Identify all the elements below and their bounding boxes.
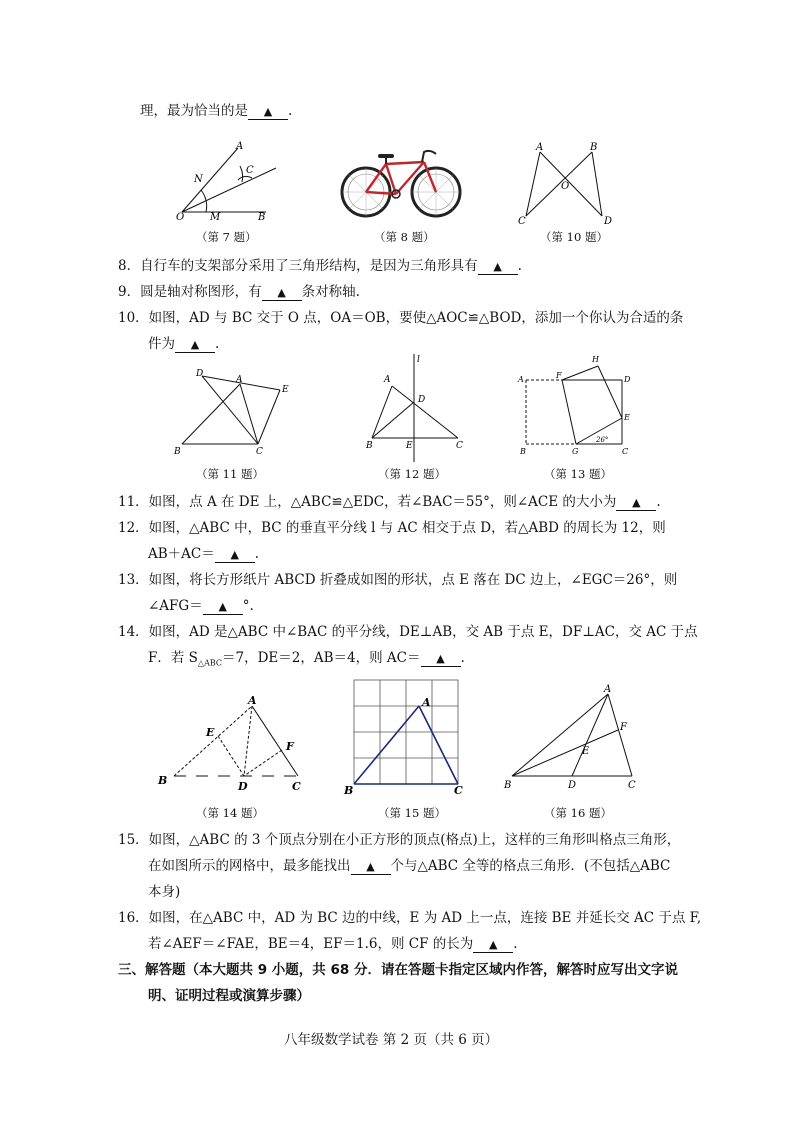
caption-10: （第 10 题）	[540, 230, 608, 244]
fig16-label: B	[504, 780, 512, 791]
fig13-label: A	[518, 375, 524, 384]
fig16-label: D	[568, 780, 577, 791]
fig13-label: B	[520, 447, 526, 456]
q7-tail: 理，最为恰当的是 ▲ .	[140, 103, 293, 119]
answer-blank[interactable]: ▲	[351, 860, 391, 875]
fig13-label: D	[624, 375, 631, 384]
section-3-heading-cont: 明、证明过程或演算步骤）	[148, 988, 310, 1004]
fig10-label: D	[604, 216, 613, 227]
figure-13	[512, 352, 640, 462]
fig7-label: B	[258, 212, 266, 222]
question-14-line1: 14．如图，AD 是△ABC 中∠BAC 的平分线，DE⊥AB，交 AB 于点 E，DF⊥AC，交 AC 于点	[118, 624, 698, 640]
caption-8: （第 8 题）	[374, 230, 435, 244]
question-16-line1: 16．如图，在△ABC 中，AD 为 BC 边的中线，E 为 AD 上一点，连接 BE 并延长交 AC 于点 F,	[118, 910, 702, 926]
fig10-label: A	[536, 142, 544, 153]
figure-7	[168, 140, 280, 222]
page-footer: 八年级数学试卷 第 2 页（共 6 页）	[284, 1032, 499, 1048]
fig15-label: A	[422, 696, 431, 709]
fig14-label: B	[158, 774, 168, 787]
caption-13: （第 13 题）	[544, 467, 612, 481]
fig13-label: C	[622, 447, 629, 456]
fig11-label: B	[174, 447, 181, 457]
fig7-label: N	[194, 174, 203, 185]
fig16-label: A	[604, 684, 612, 695]
fig11-label: A	[236, 375, 243, 385]
caption-15: （第 15 题）	[378, 806, 446, 820]
question-12-line2: AB＋AC＝ ▲ .	[148, 546, 260, 562]
fig15-label: C	[454, 784, 463, 797]
fig10-label: C	[518, 216, 526, 227]
question-13-line2: ∠AFG＝ ▲ °.	[148, 598, 254, 614]
question-14-line2: F．若 $S_{\triangle ABC}=7$，DE＝2，AB＝4，则 AC＝ ▲ .	[148, 650, 465, 668]
fig7-label: A	[236, 141, 244, 152]
fig12-label: l	[417, 355, 420, 365]
question-10-line2: 件为 ▲ .	[148, 336, 220, 352]
fig7-label: C	[246, 165, 254, 176]
question-10-line1: 10．如图，AD 与 BC 交于 O 点，OA＝OB，要使△AOC≌△BOD，添加一个你认为合适的条	[118, 310, 684, 326]
fig10-label: B	[590, 142, 598, 153]
answer-blank[interactable]: ▲	[262, 286, 302, 301]
answer-blank[interactable]: ▲	[248, 105, 288, 120]
fig11-label: E	[282, 385, 289, 395]
figure-11	[172, 364, 298, 462]
figure-15	[340, 676, 470, 798]
answer-blank[interactable]: ▲	[478, 260, 518, 275]
fig13-label: E	[624, 413, 630, 422]
fig13-label: G	[572, 447, 579, 456]
caption-12: （第 12 题）	[378, 467, 446, 481]
fig14-label: F	[286, 740, 294, 753]
caption-11: （第 11 题）	[196, 467, 264, 481]
answer-blank[interactable]: ▲	[421, 652, 461, 667]
fig12-label: B	[366, 441, 373, 451]
fig14-label: E	[206, 726, 215, 739]
fig12-label: C	[456, 441, 463, 451]
fig7-label: M	[210, 212, 221, 222]
question-15-line2: 在如图所示的网格中，最多能找出 ▲ 个与△ABC 全等的格点三角形．(不包括△ABC	[148, 858, 671, 874]
fig10-label: O	[561, 181, 570, 192]
caption-14: （第 14 题）	[196, 806, 264, 820]
fig12-label: E	[406, 441, 413, 451]
fig13-label: 26°	[596, 436, 609, 444]
fig12-label: D	[418, 395, 426, 405]
fig12-label: A	[384, 375, 391, 385]
figure-16	[498, 680, 646, 794]
question-15-line1: 15．如图，△ABC 的 3 个顶点分别在小正方形的顶点(格点)上，这样的三角形叫格点三角形，	[118, 832, 681, 848]
fig13-label: F	[556, 371, 562, 380]
question-16-line2: 若∠AEF＝∠FAE，BE＝4，EF＝1.6，则 CF 的长为 ▲ .	[148, 936, 518, 952]
figure-14	[152, 690, 312, 792]
fig11-label: C	[256, 447, 263, 457]
figure-12	[362, 352, 472, 464]
section-3-heading: 三、解答题（本大题共 9 小题，共 68 分．请在答题卡指定区域内作答，解答时应写出文字说	[118, 962, 678, 978]
caption-16: （第 16 题）	[544, 806, 612, 820]
figure-10	[516, 140, 616, 228]
answer-blank[interactable]: ▲	[473, 938, 513, 953]
question-11: 11．如图，点 A 在 DE 上，△ABC≌△EDC，若∠BAC＝55°，则∠ACE 的大小为 ▲ .	[118, 494, 661, 510]
fig7-label: O	[176, 212, 185, 222]
question-9: 9．圆是轴对称图形，有 ▲ 条对称轴.	[118, 284, 360, 300]
fig16-label: E	[582, 746, 590, 757]
answer-blank[interactable]: ▲	[616, 496, 656, 511]
answer-blank[interactable]: ▲	[175, 338, 215, 353]
bicycle-image	[340, 142, 464, 222]
question-8: 8．自行车的支架部分采用了三角形结构，是因为三角形具有 ▲ .	[118, 258, 522, 274]
fig14-label: C	[292, 780, 301, 792]
question-15-line3: 本身)	[148, 884, 181, 900]
fig13-label: H	[592, 355, 599, 364]
question-12-line1: 12．如图，△ABC 中，BC 的垂直平分线 l 与 AC 相交于点 D，若△ABD 的周长为 12，则	[118, 520, 666, 536]
answer-blank[interactable]: ▲	[215, 548, 255, 563]
fig15-label: B	[344, 784, 354, 797]
question-13-line1: 13．如图，将长方形纸片 ABCD 折叠成如图的形状，点 E 落在 DC 边上，∠EGC＝26°，则	[118, 572, 678, 588]
caption-7: （第 7 题）	[196, 230, 257, 244]
fig16-label: C	[628, 780, 636, 791]
fig16-label: F	[620, 722, 627, 733]
fig11-label: D	[196, 369, 204, 379]
fig14-label: D	[238, 780, 248, 792]
answer-blank[interactable]: ▲	[203, 600, 243, 615]
fig14-label: A	[248, 694, 257, 707]
